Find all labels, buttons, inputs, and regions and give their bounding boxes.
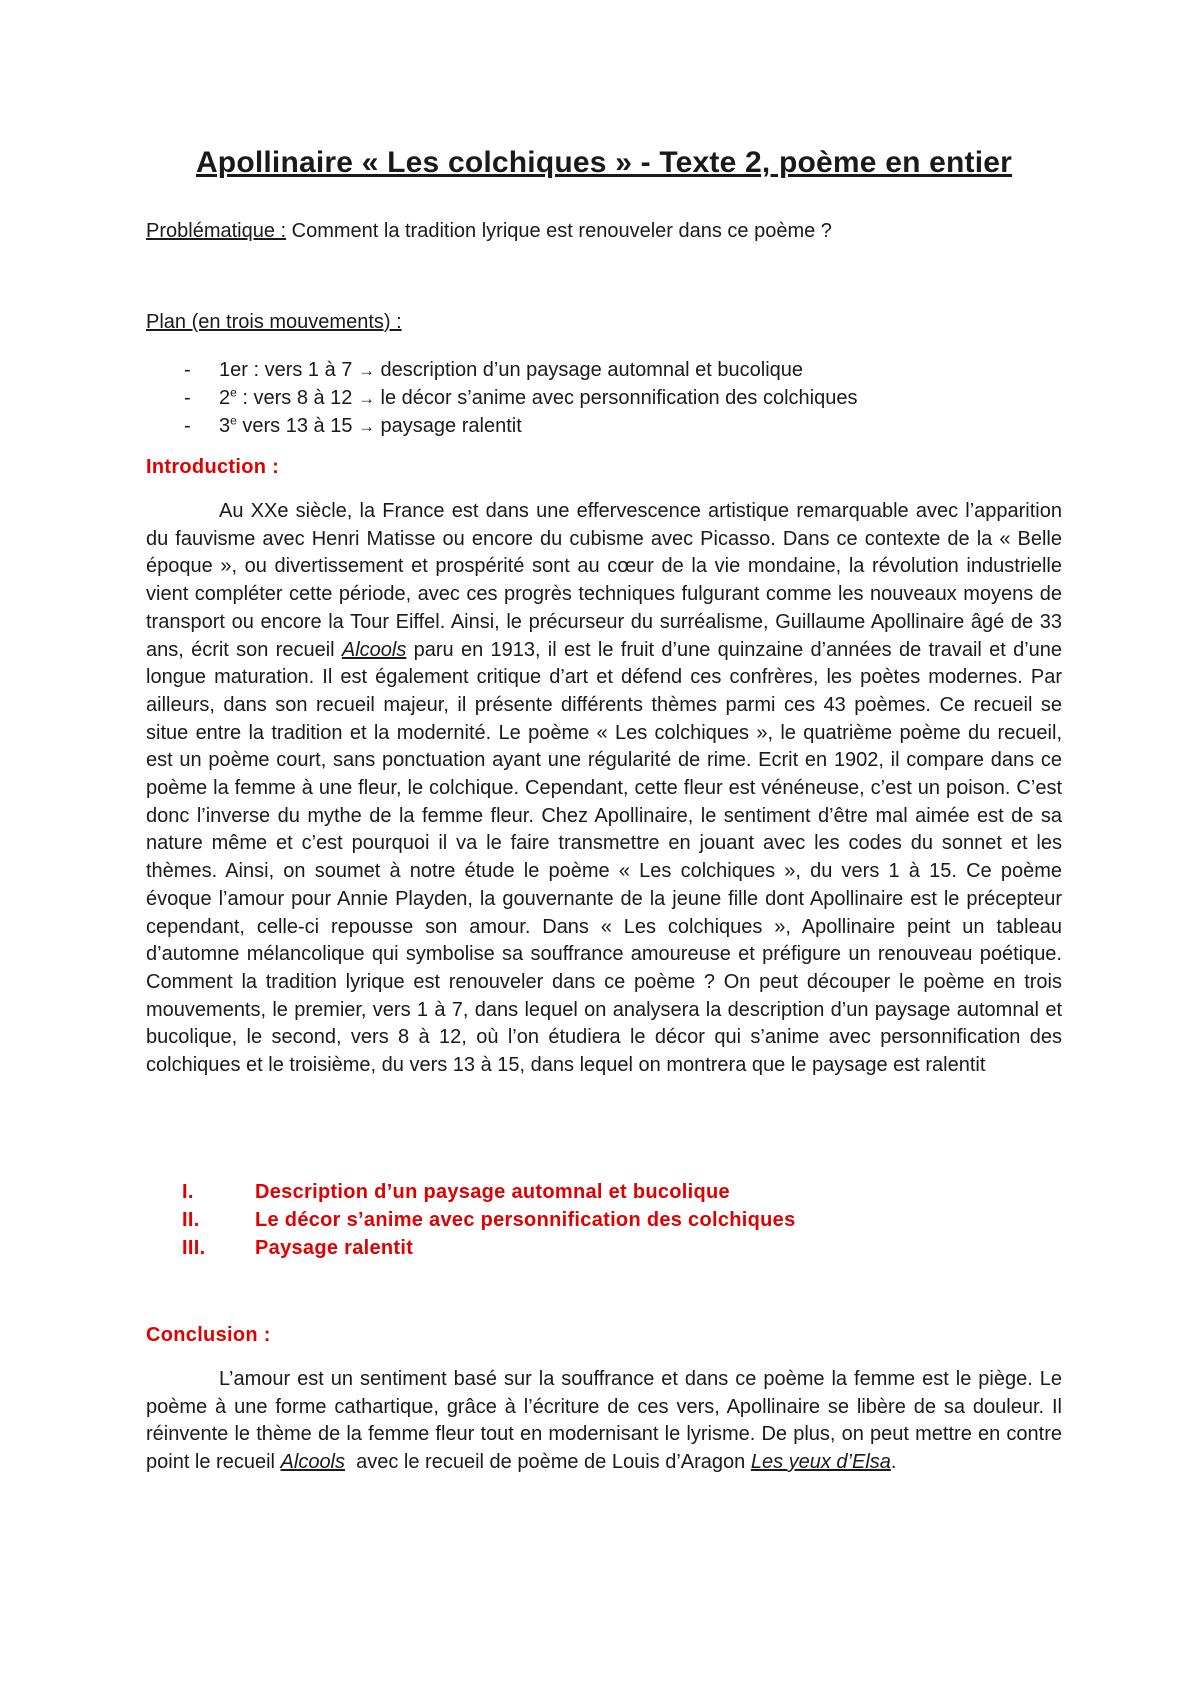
problematique-text: Comment la tradition lyrique est renouveler dans ce poème ? [286, 220, 832, 242]
plan-item-rest: description d’un paysage automnal et bucolique [374, 359, 804, 381]
bullet-dash: - [184, 415, 191, 437]
section-number: I. [182, 1181, 194, 1203]
introduction-paragraph [146, 498, 1062, 1080]
introduction-text-2: paru en 1913, il est le fruit d’une quinzaine d’années de travail et d’une longue maturation. Il est également critique d’art et défend ces confrères, les poètes modernes. Par ailleurs, dans son recueil majeur, il présente différents thèmes parmi ces 43 poèmes. Ce recueil se situe entre la tradition et la modernité. Le poème « Les colchiques », le quatrième poème du recueil, est un poème court, sans ponctuation ayant une régularité de rime. Ecrit en 1902, il compare dans ce poème la femme à une fleur, le colchique. Cependant, cette fleur est vénéneuse, c’est un poison. C’est donc l’inverse du mythe de la femme fleur. Chez Apollinaire, le sentiment d’être mal aimée est de sa nature même et c’est pourquoi il va le faire transmettre en jouant avec les codes du sonnet et les thèmes. Ainsi, on soumet à notre étude le poème « Les colchiques », du vers 1 à 15. Ce poème évoque l’amour pour Annie Playden, la gouvernante de la jeune fille dont Apollinaire est le précepteur cependant, celle-ci repousse son amour. Dans « Les colchiques », Apollinaire peint un tableau d’automne mélancolique qui symbolise sa souffrance amoureuse et préfigure un renouveau poétique. Comment la tradition lyrique est renouveler dans ce poème ? On peut découper le poème en trois mouvements, le premier, vers 1 à 7, dans lequel on analysera la description d’un paysage automnal et bucolique, le second, vers 8 à 12, où l’on étudiera le décor qui s’anime avec personnification des colchiques et le troisième, du vers 13 à 15, dans lequel on montrera que le paysage est ralentit [146, 638, 1063, 1077]
recueil-title-2: Les yeux d’Elsa [750, 1451, 891, 1474]
bullet-dash: - [184, 387, 191, 409]
plan-item-lead: 3 [219, 415, 231, 437]
plan-item-rest: le décor s’anime avec personnification des colchiques [374, 387, 858, 409]
problematique-label: Problématique : [146, 220, 287, 242]
bullet-dash: - [184, 359, 191, 381]
plan-item-text [219, 412, 522, 441]
plan-item-text [219, 356, 803, 385]
arrow-right-icon: → [358, 417, 375, 436]
introduction-text-1: Au XXe siècle, la France est dans une effervescence artistique remarquable avec l’apparition du fauvisme avec Henri Matisse ou encore du cubisme avec Picasso. Dans ce contexte de la « Belle époque », ou divertissement et prospérité sont au cœur de la vie mondaine, la révolution industrielle vient compléter cette période, avec ces progrès techniques fulgurant comme les nouveaux moyens de transport ou encore la Tour Eiffel. Ainsi, le précurseur du surréalisme, Guillaume Apollinaire âgé de 33 ans, écrit son recueil [146, 500, 1062, 661]
conclusion-heading: Conclusion : [146, 1324, 271, 1346]
plan-label-line [146, 311, 402, 334]
section-title: Description d’un paysage automnal et bucolique [255, 1181, 730, 1203]
plan-item-rest: paysage ralentit [375, 415, 522, 437]
section-number: III. [182, 1237, 206, 1259]
arrow-right-icon: → [357, 389, 375, 408]
plan-item-lead: 2 [219, 387, 231, 409]
section-number: II. [182, 1209, 200, 1231]
plan-item-lead2: vers 13 à 15 [236, 415, 358, 437]
section-title: Le décor s’anime avec personnification des colchiques [255, 1209, 796, 1231]
plan-label: Plan (en trois mouvements) : [146, 311, 402, 333]
conclusion-text-3: . [890, 1451, 897, 1474]
conclusion-text-1: L’amour est un sentiment basé sur la souffrance et dans ce poème la femme est le piège. Le poème à une forme cathartique, grâce à l’écriture de ces vers, Apollinaire se libère de sa douleur. Il réinvente le thème de la femme fleur tout en modernisant le lyrisme. De plus, on peut mettre en contre point le recueil [146, 1368, 1062, 1474]
plan-item-sup: e [230, 413, 237, 428]
plan-item-lead: 1er : vers 1 à 7 [219, 359, 358, 381]
recueil-title: Alcools [280, 1451, 346, 1474]
document-title: Apollinaire « Les colchiques » - Texte 2, poème en entier [195, 146, 1013, 179]
plan-item-lead2: : vers 8 à 12 [236, 387, 358, 409]
recueil-title: Alcools [341, 638, 407, 661]
arrow-right-icon: → [357, 361, 375, 380]
plan-item-text [219, 384, 857, 413]
conclusion-paragraph [146, 1366, 1062, 1477]
section-title: Paysage ralentit [255, 1237, 414, 1259]
conclusion-text-2: avec le recueil de poème de Louis d’Aragon [345, 1451, 751, 1474]
introduction-heading: Introduction : [146, 456, 280, 478]
plan-item-sup: e [230, 385, 237, 400]
problematique-line [146, 220, 832, 243]
